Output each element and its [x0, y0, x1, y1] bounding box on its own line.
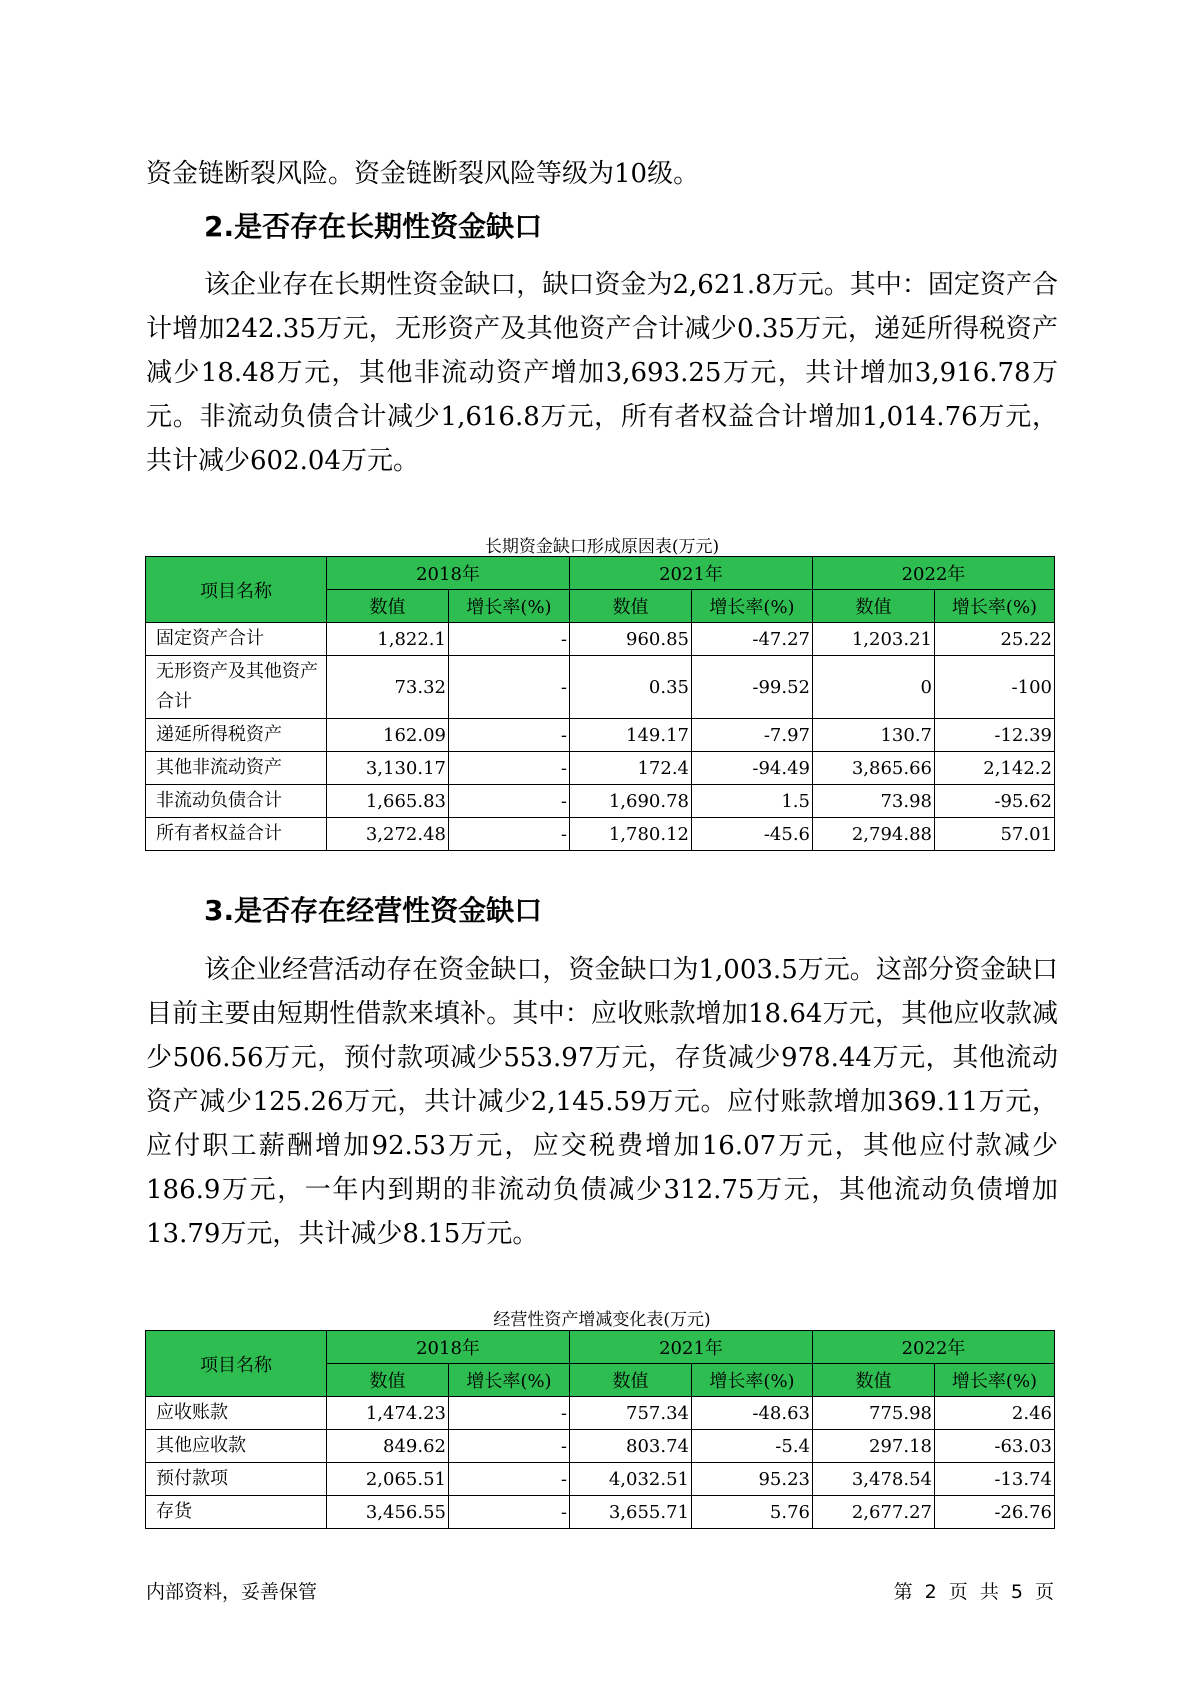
sub-header: 增长率(%) — [935, 590, 1055, 623]
cell: 1,203.21 — [813, 623, 935, 656]
cell: - — [449, 785, 570, 818]
cell: 1,665.83 — [327, 785, 449, 818]
cell: -45.6 — [692, 818, 813, 851]
row-name: 所有者权益合计 — [146, 818, 327, 851]
name-header: 项目名称 — [146, 1331, 327, 1397]
cell: -100 — [935, 656, 1055, 719]
cell: 57.01 — [935, 818, 1055, 851]
cell: 3,865.66 — [813, 752, 935, 785]
year-header: 2018年 — [327, 557, 570, 590]
table-row — [146, 752, 1055, 785]
table-row — [146, 1496, 1055, 1529]
cell: 73.98 — [813, 785, 935, 818]
row-name: 递延所得税资产 — [146, 719, 327, 752]
sub-header: 增长率(%) — [449, 590, 570, 623]
row-name: 其他非流动资产 — [146, 752, 327, 785]
cell: -99.52 — [692, 656, 813, 719]
cell: 149.17 — [570, 719, 692, 752]
cell: - — [449, 752, 570, 785]
year-header: 2021年 — [570, 557, 813, 590]
sub-header: 增长率(%) — [935, 1364, 1055, 1397]
cell: 2,142.2 — [935, 752, 1055, 785]
year-header: 2018年 — [327, 1331, 570, 1364]
cell: 1,690.78 — [570, 785, 692, 818]
cell: -26.76 — [935, 1496, 1055, 1529]
sub-header: 增长率(%) — [692, 1364, 813, 1397]
sub-header: 数值 — [813, 1364, 935, 1397]
row-name: 预付款项 — [146, 1463, 327, 1496]
section2-table-caption: 长期资金缺口形成原因表(万元) — [484, 537, 720, 557]
cell: 2,065.51 — [327, 1463, 449, 1496]
cell: 775.98 — [813, 1397, 935, 1430]
cell: 1,474.23 — [327, 1397, 449, 1430]
cell: - — [449, 656, 570, 719]
cell: - — [449, 1496, 570, 1529]
cell: -12.39 — [935, 719, 1055, 752]
cell: 3,655.71 — [570, 1496, 692, 1529]
table-row — [146, 623, 1055, 656]
cell: 803.74 — [570, 1430, 692, 1463]
sub-header: 数值 — [327, 590, 449, 623]
cell: 2,677.27 — [813, 1496, 935, 1529]
section2-heading: 2.是否存在长期性资金缺口 — [204, 210, 543, 243]
table-row — [146, 785, 1055, 818]
footer-page-number: 第 2 页 共 5 页 — [893, 1581, 1054, 1603]
table-row — [146, 656, 1055, 719]
cell: 172.4 — [570, 752, 692, 785]
section3-table-caption: 经营性资产增减变化表(万元) — [493, 1310, 711, 1330]
sub-header: 数值 — [813, 590, 935, 623]
row-name: 存货 — [146, 1496, 327, 1529]
cell: -7.97 — [692, 719, 813, 752]
cell: 162.09 — [327, 719, 449, 752]
table-row — [146, 1463, 1055, 1496]
section3-paragraph: 该企业经营活动存在资金缺口，资金缺口为1,003.5万元。这部分资金缺口目前主要由短期性借款来填补。其中：应收账款增加18.64万元，其他应收款减少506.56万元，预付款项减少553.97万元，存货减少978.44万元，其他流动资产减少125.26万元，共计减少2,145.59万元。应付账款增加369.11万元，应付职工薪酬增加92.53万元，应交税费增加16.07万元，其他应付款减少186.9万元，一年内到期的非流动负债减少312.75万元，其他流动负债增加13.79万元，共计减少8.15万元。 — [146, 955, 1058, 1249]
cell: 2,794.88 — [813, 818, 935, 851]
cell: 3,456.55 — [327, 1496, 449, 1529]
section3-heading: 3.是否存在经营性资金缺口 — [204, 894, 543, 927]
cell: - — [449, 1463, 570, 1496]
section2-paragraph: 该企业存在长期性资金缺口，缺口资金为2,621.8万元。其中：固定资产合计增加242.35万元，无形资产及其他资产合计减少0.35万元，递延所得税资产减少18.48万元，其他非流动资产增加3,693.25万元，共计增加3,916.78万元。非流动负债合计减少1,616.8万元，所有者权益合计增加1,014.76万元，共计减少602.04万元。 — [146, 270, 1058, 476]
name-header: 项目名称 — [146, 557, 327, 623]
long-term-gap-table — [145, 556, 1055, 851]
year-header: 2021年 — [570, 1331, 813, 1364]
row-name: 固定资产合计 — [146, 623, 327, 656]
year-header: 2022年 — [813, 557, 1055, 590]
cell: 3,272.48 — [327, 818, 449, 851]
cell: - — [449, 1397, 570, 1430]
sub-header: 数值 — [327, 1364, 449, 1397]
cell: 95.23 — [692, 1463, 813, 1496]
cell: 3,130.17 — [327, 752, 449, 785]
year-header: 2022年 — [813, 1331, 1055, 1364]
table-row — [146, 719, 1055, 752]
cell: - — [449, 818, 570, 851]
row-name: 应收账款 — [146, 1397, 327, 1430]
cell: - — [449, 1430, 570, 1463]
cell: 25.22 — [935, 623, 1055, 656]
cell: - — [449, 719, 570, 752]
cell: 960.85 — [570, 623, 692, 656]
operating-assets-table — [145, 1330, 1055, 1529]
cell: 757.34 — [570, 1397, 692, 1430]
sub-header: 增长率(%) — [449, 1364, 570, 1397]
cell: -95.62 — [935, 785, 1055, 818]
cell: -13.74 — [935, 1463, 1055, 1496]
cell: -5.4 — [692, 1430, 813, 1463]
cell: -47.27 — [692, 623, 813, 656]
cell: -48.63 — [692, 1397, 813, 1430]
table-row — [146, 818, 1055, 851]
cell: -63.03 — [935, 1430, 1055, 1463]
cell: 0 — [813, 656, 935, 719]
cell: - — [449, 623, 570, 656]
sub-header: 数值 — [570, 590, 692, 623]
cell: 0.35 — [570, 656, 692, 719]
cell: 5.76 — [692, 1496, 813, 1529]
cell: 4,032.51 — [570, 1463, 692, 1496]
cell: 130.7 — [813, 719, 935, 752]
table-header-row — [146, 1331, 1055, 1364]
cell: 1.5 — [692, 785, 813, 818]
sub-header: 数值 — [570, 1364, 692, 1397]
cell: 3,478.54 — [813, 1463, 935, 1496]
row-name: 非流动负债合计 — [146, 785, 327, 818]
cell: 1,780.12 — [570, 818, 692, 851]
cell: 2.46 — [935, 1397, 1055, 1430]
cell: 73.32 — [327, 656, 449, 719]
row-name: 其他应收款 — [146, 1430, 327, 1463]
intro-line: 资金链断裂风险。资金链断裂风险等级为10级。 — [146, 159, 700, 189]
footer-confidential-note: 内部资料，妥善保管 — [146, 1581, 318, 1603]
cell: -94.49 — [692, 752, 813, 785]
cell: 1,822.1 — [327, 623, 449, 656]
sub-header: 增长率(%) — [692, 590, 813, 623]
table-row — [146, 1397, 1055, 1430]
table-header-row — [146, 557, 1055, 590]
cell: 297.18 — [813, 1430, 935, 1463]
row-name: 无形资产及其他资产合计 — [146, 656, 327, 719]
cell: 849.62 — [327, 1430, 449, 1463]
table-row — [146, 1430, 1055, 1463]
